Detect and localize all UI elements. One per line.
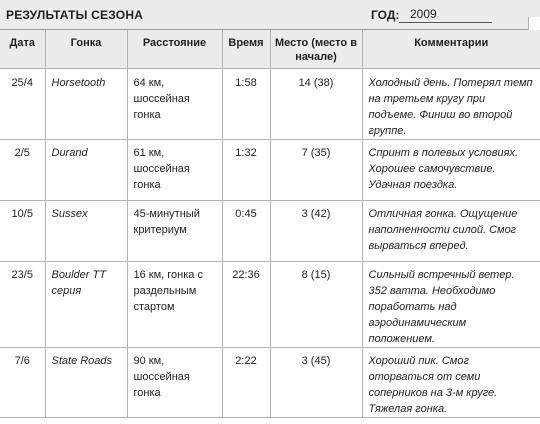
- cell-place: 3 (45): [270, 347, 362, 417]
- cell-date: 10/5: [0, 200, 45, 261]
- col-header-race: Гонка: [45, 30, 127, 68]
- cell-comment: Холодный день. Потерял темп на третьем кругу при подъеме. Финиш во второй группе.: [362, 68, 540, 139]
- cell-race: Sussex: [45, 200, 127, 261]
- col-header-time: Время: [222, 30, 270, 68]
- year-label: ГОД:: [371, 8, 400, 22]
- table-row: [0, 200, 540, 261]
- cell-race: Boulder TT серия: [45, 261, 127, 347]
- cell-distance: 64 км, шоссейная гонка: [127, 68, 222, 139]
- cell-distance: 90 км, шоссейная гонка: [127, 347, 222, 417]
- cell-date: 2/5: [0, 139, 45, 200]
- cell-distance: 16 км, гонка с раздельным стартом: [127, 261, 222, 347]
- table-row: [0, 347, 540, 417]
- page-title: РЕЗУЛЬТАТЫ СЕЗОНА: [6, 8, 144, 22]
- table-row: [0, 261, 540, 347]
- cell-time: 1:58: [222, 68, 270, 139]
- cell-date: 25/4: [0, 68, 45, 139]
- col-header-date: Дата: [0, 30, 45, 68]
- cell-date: 23/5: [0, 261, 45, 347]
- cell-time: 0:45: [222, 200, 270, 261]
- table-header-row: [0, 30, 540, 68]
- cell-time: 22:36: [222, 261, 270, 347]
- col-header-place: Место (место в начале): [270, 30, 362, 68]
- cell-place: 3 (42): [270, 200, 362, 261]
- cell-race: Horsetooth: [45, 68, 127, 139]
- col-header-distance: Расстояние: [127, 30, 222, 68]
- year-field: 2009: [399, 5, 492, 23]
- cell-time: 1:32: [222, 139, 270, 200]
- results-table: [0, 30, 540, 418]
- corner-mark: [528, 17, 540, 30]
- cell-race: State Roads: [45, 347, 127, 417]
- cell-distance: 61 км, шоссейная гонка: [127, 139, 222, 200]
- cell-race: Durand: [45, 139, 127, 200]
- cell-date: 7/6: [0, 347, 45, 417]
- cell-place: 7 (35): [270, 139, 362, 200]
- cell-comment: Отличная гонка. Ощущение наполненности силой. Смог вырваться вперед.: [362, 200, 540, 261]
- col-header-comments: Комментарии: [362, 30, 540, 68]
- cell-comment: Спринт в полевых условиях. Хорошее самочувствие. Удачная поездка.: [362, 139, 540, 200]
- cell-place: 8 (15): [270, 261, 362, 347]
- cell-comment: Сильный встречный ветер. 352 ватта. Необходимо поработать над аэродинамическим положением.: [362, 261, 540, 347]
- table-row: [0, 139, 540, 200]
- cell-comment: Хороший пик. Смог оторваться от семи соперников на 3-м круге. Тяжелая гонка.: [362, 347, 540, 417]
- table-row: [0, 68, 540, 139]
- cell-time: 2:22: [222, 347, 270, 417]
- header-bar: [0, 0, 540, 30]
- cell-place: 14 (38): [270, 68, 362, 139]
- cell-distance: 45-минутный критериум: [127, 200, 222, 261]
